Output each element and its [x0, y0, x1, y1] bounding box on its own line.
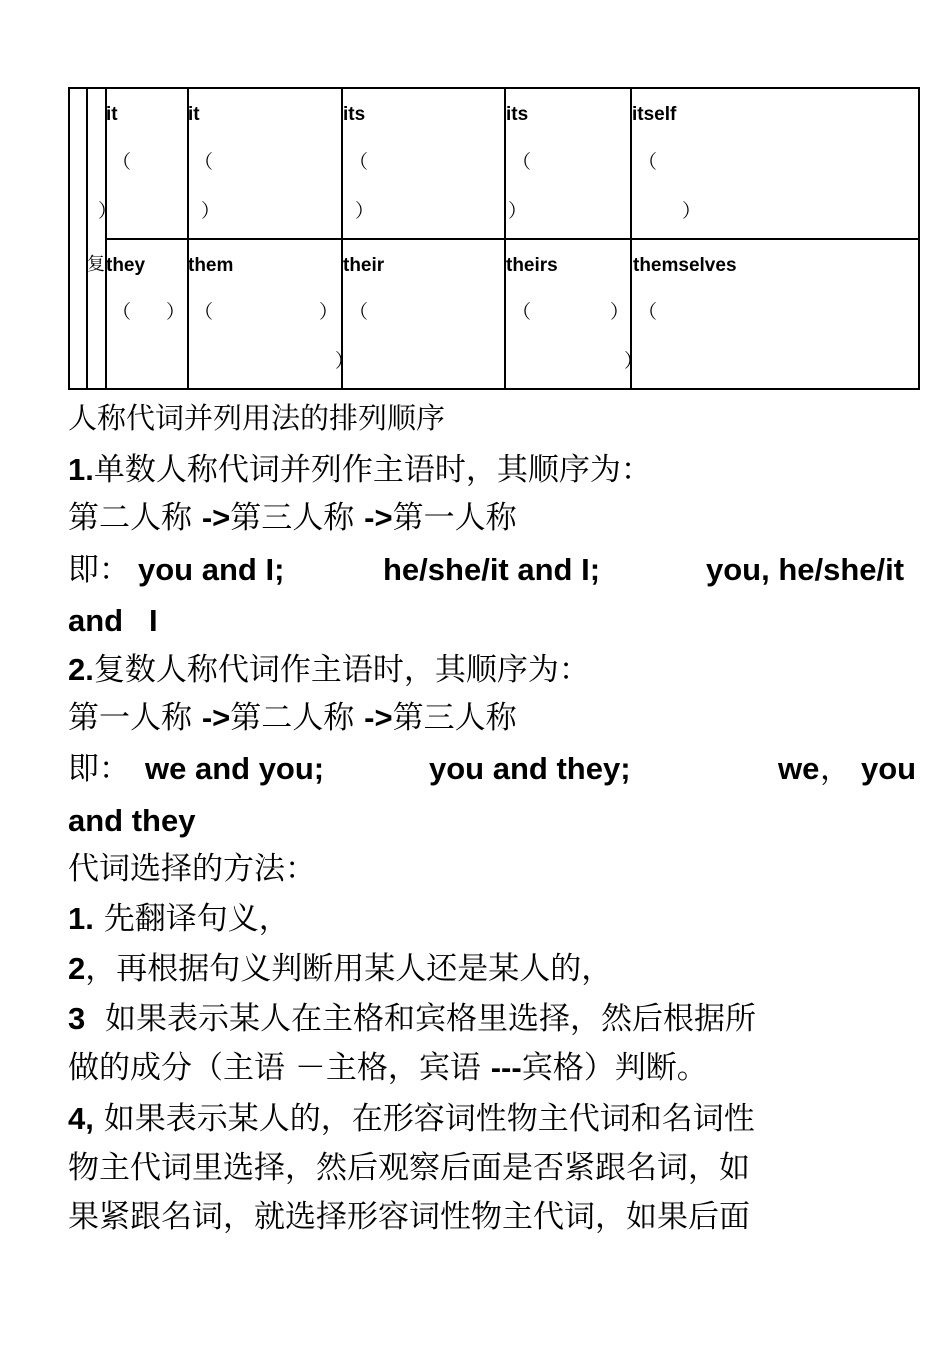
paren-open: （	[349, 151, 369, 173]
table-cell: theirs	[506, 255, 558, 276]
table-col-divider	[105, 87, 107, 390]
item-number: 3	[68, 1001, 86, 1036]
method-item	[68, 1099, 755, 1139]
order-item: 第三人称	[392, 700, 517, 736]
example-phrase: you	[861, 751, 917, 786]
table-border-bottom	[68, 388, 920, 390]
method-item-cont: 果紧跟名词，就选择形容词性物主代词，如果后面	[68, 1199, 750, 1235]
item-text: 主格，宾语	[325, 1050, 491, 1086]
item-number: 4,	[68, 1101, 94, 1136]
dash: ---	[490, 1050, 522, 1085]
example-prefix: 即：	[68, 751, 130, 787]
table-col-divider	[630, 87, 632, 390]
order-item: 第一人称	[392, 500, 517, 536]
table-border-right	[918, 87, 920, 390]
table-cell: its	[506, 104, 529, 125]
row-number-label: 复	[87, 254, 105, 275]
arrow: ->	[364, 700, 393, 735]
paren-open: （	[512, 301, 532, 323]
paren-close: ）	[166, 301, 186, 323]
paren-open: （	[638, 151, 658, 173]
item-text: ，再根据句义判断用某人还是某人的，	[85, 951, 613, 987]
rule-text: 单数人称代词并列作主语时，其顺序为：	[93, 452, 652, 488]
paren-close: ）	[508, 200, 528, 222]
order-line-1	[68, 498, 517, 538]
paren-open: （	[194, 151, 214, 173]
example-separator: ，	[820, 751, 851, 787]
example-line-2-cont: and they	[68, 803, 196, 838]
table-row-divider	[106, 238, 920, 240]
table-cell: its	[343, 104, 366, 125]
paren-close: ）	[610, 301, 630, 323]
example-line-2	[68, 749, 938, 789]
paren-open: （	[512, 151, 532, 173]
example-phrase: you, he/she/it	[706, 552, 905, 587]
table-col-divider	[341, 87, 343, 390]
table-cell: themselves	[633, 255, 737, 276]
example-line-1-cont: and I	[68, 603, 158, 638]
table-cell: their	[343, 255, 385, 276]
rule-number: 1.	[68, 452, 94, 487]
rule-2	[68, 650, 590, 690]
method-item-cont: 物主代词里选择，然后观察后面是否紧跟名词，如	[68, 1150, 750, 1186]
rule-number: 2.	[68, 652, 94, 687]
example-phrase: he/she/it and I;	[383, 552, 601, 587]
paren-open: （	[112, 301, 132, 323]
order-item: 第三人称	[230, 500, 365, 536]
order-item: 第一人称	[68, 700, 202, 736]
pronoun-table	[68, 87, 920, 390]
item-text: 先翻译句义，	[103, 901, 290, 937]
table-cell: itself	[632, 104, 677, 125]
table-cell: them	[188, 255, 234, 276]
paren-close: ）	[201, 200, 221, 222]
rule-text: 复数人称代词作主语时，其顺序为：	[93, 652, 590, 688]
section-heading: 人称代词并列用法的排列顺序	[68, 401, 446, 435]
table-cell: they	[106, 255, 146, 276]
table-cell: it	[188, 104, 200, 125]
paren-open: （	[349, 301, 369, 323]
arrow: ->	[364, 500, 393, 535]
item-number: 2	[68, 951, 86, 986]
paren-close: ）	[355, 200, 375, 222]
method-item-cont	[68, 1048, 708, 1088]
method-item	[68, 949, 612, 989]
item-text: 如果表示某人在主格和宾格里选择，然后根据所	[104, 1001, 756, 1037]
table-cell: it	[106, 104, 118, 125]
order-item: 第二人称	[230, 700, 365, 736]
table-col-divider	[187, 87, 189, 390]
paren-close: ）	[624, 350, 644, 372]
arrow: ->	[201, 700, 231, 735]
paren-close: ）	[682, 200, 702, 222]
example-phrase: we and you;	[145, 751, 325, 786]
paren-open: （	[112, 151, 132, 173]
table-border-top	[68, 87, 920, 89]
method-item	[68, 999, 756, 1039]
paren-open: （	[194, 301, 214, 323]
table-col-divider	[86, 87, 88, 390]
arrow: ->	[201, 500, 231, 535]
rule-1	[68, 450, 652, 490]
example-phrase: you and I;	[138, 552, 285, 587]
table-border-left	[68, 87, 70, 390]
example-prefix: 即：	[68, 552, 130, 588]
item-text: 做的成分（主语	[68, 1050, 295, 1086]
order-item: 第二人称	[68, 500, 202, 536]
table-col-divider	[504, 87, 506, 390]
item-text: 如果表示某人的，在形容词性物主代词和名词性	[103, 1101, 755, 1137]
dash: －	[294, 1050, 326, 1086]
example-phrase: you and they;	[429, 751, 631, 786]
example-line-1	[68, 550, 938, 590]
example-phrase: we	[778, 751, 820, 786]
paren-close: ）	[98, 200, 118, 222]
method-item	[68, 899, 290, 939]
order-line-2	[68, 698, 517, 738]
section-heading: 代词选择的方法：	[68, 851, 316, 887]
item-text: 宾格）判断。	[521, 1050, 708, 1086]
paren-close: ）	[335, 350, 355, 372]
item-number: 1.	[68, 901, 94, 936]
paren-open: （	[638, 301, 658, 323]
paren-close: ）	[319, 301, 339, 323]
